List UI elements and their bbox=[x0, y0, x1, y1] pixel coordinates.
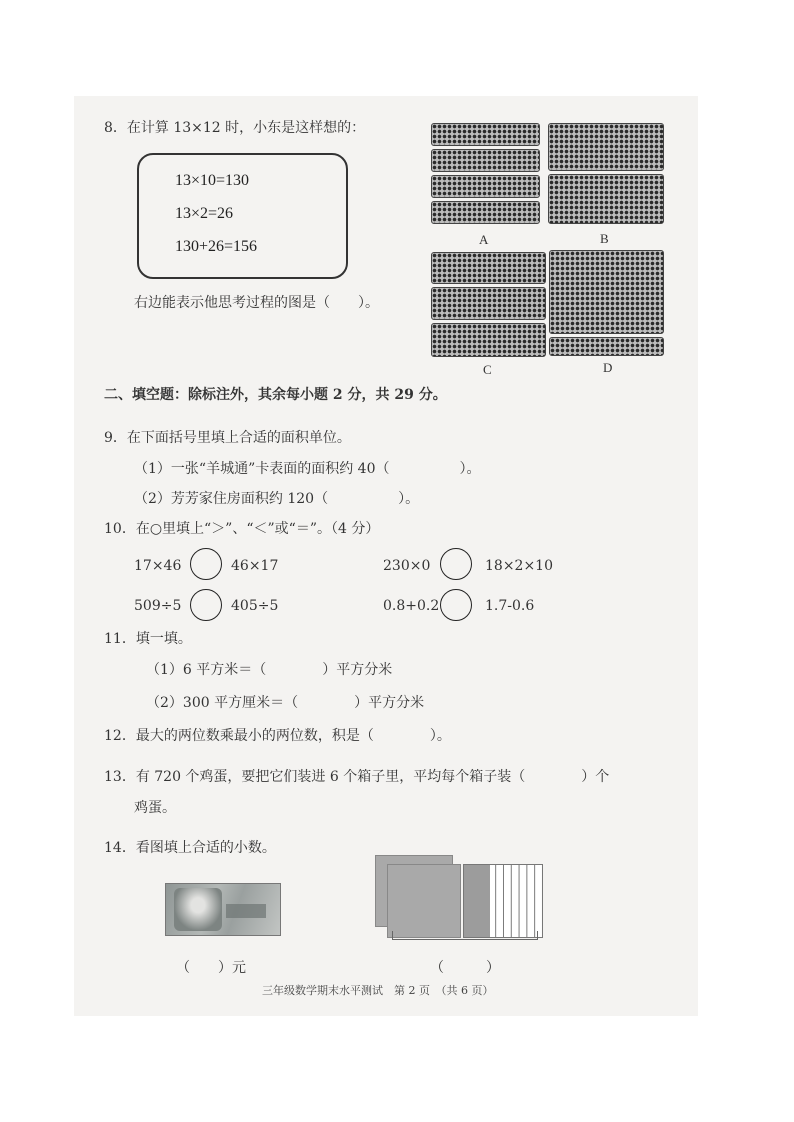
q10-expr: 0.8+0.2 bbox=[383, 598, 440, 614]
q11-item-1: （1）6 平方米＝（ ）平方分米 bbox=[146, 662, 393, 678]
q14-brace bbox=[392, 931, 538, 940]
compare-circle[interactable] bbox=[440, 548, 472, 580]
compare-circle[interactable] bbox=[440, 589, 472, 621]
tenths-square bbox=[463, 864, 543, 938]
q8-think-line-3: 130+26=156 bbox=[175, 238, 258, 255]
q8-label-a: A bbox=[479, 232, 489, 247]
unit-square-shaded bbox=[387, 864, 461, 938]
dot-grid-block bbox=[549, 250, 664, 334]
q10-question: 10．在○里填上“＞”、“＜”或“＝”。（4 分） bbox=[104, 521, 380, 537]
q10-expr: 17×46 bbox=[134, 558, 182, 574]
dot-grid-block bbox=[549, 337, 664, 356]
q13-question-line-1: 13．有 720 个鸡蛋，要把它们装进 6 个箱子里，平均每个箱子装（ ）个 bbox=[104, 769, 610, 785]
q10-expr: 405÷5 bbox=[231, 598, 279, 614]
q8-think-line-1: 13×10=130 bbox=[175, 172, 250, 189]
q14-question: 14．看图填上合适的小数。 bbox=[104, 840, 276, 856]
dot-grid-block bbox=[431, 149, 540, 172]
q14-answer-left: （ ）元 bbox=[176, 960, 246, 976]
q11-item-2: （2）300 平方厘米＝（ ）平方分米 bbox=[146, 695, 425, 711]
dot-grid-block bbox=[431, 175, 540, 198]
q9-item-1: （1）一张“羊城通”卡表面的面积约 40（ ）。 bbox=[134, 461, 481, 477]
q10-expr: 18×2×10 bbox=[485, 558, 553, 574]
dot-grid-block bbox=[548, 174, 664, 224]
dot-grid-block bbox=[431, 201, 540, 224]
compare-circle[interactable] bbox=[190, 548, 222, 580]
dot-grid-block bbox=[548, 123, 664, 171]
q8-prompt: 右边能表示他思考过程的图是（ ）。 bbox=[134, 295, 379, 311]
dot-grid-block bbox=[431, 123, 540, 146]
banknote-image bbox=[165, 883, 281, 936]
q12-question: 12．最大的两位数乘最小的两位数，积是（ ）。 bbox=[104, 728, 451, 744]
banknote-portrait bbox=[174, 888, 222, 931]
q10-expr: 509÷5 bbox=[134, 598, 182, 614]
q13-question-line-2: 鸡蛋。 bbox=[134, 800, 176, 816]
q10-expr: 230×0 bbox=[383, 558, 431, 574]
banknote-denomination-mark bbox=[226, 904, 266, 918]
q10-expr: 1.7-0.6 bbox=[485, 598, 535, 614]
q8-question: 8．在计算 13×12 时，小东是这样想的： bbox=[104, 120, 366, 136]
tenths-shaded-part bbox=[464, 865, 490, 937]
q8-think-line-2: 13×2=26 bbox=[175, 205, 234, 222]
dot-grid-block bbox=[431, 287, 546, 320]
q9-question: 9．在下面括号里填上合适的面积单位。 bbox=[104, 430, 351, 446]
compare-circle[interactable] bbox=[190, 589, 222, 621]
q8-label-d: D bbox=[603, 360, 613, 375]
page-footer: 三年级数学期末水平测试 第 2 页 （共 6 页） bbox=[262, 984, 494, 997]
q11-question: 11．填一填。 bbox=[104, 631, 192, 647]
dot-grid-block bbox=[431, 252, 546, 284]
q9-item-2: （2）芳芳家住房面积约 120（ ）。 bbox=[134, 491, 420, 507]
q10-expr: 46×17 bbox=[231, 558, 279, 574]
dot-grid-block bbox=[431, 323, 546, 357]
section-2-heading: 二、填空题：除标注外，其余每小题 2 分，共 29 分。 bbox=[104, 387, 447, 403]
q14-answer-right: （ ） bbox=[430, 960, 500, 976]
q8-label-c: C bbox=[483, 362, 492, 377]
q8-label-b: B bbox=[600, 231, 609, 246]
